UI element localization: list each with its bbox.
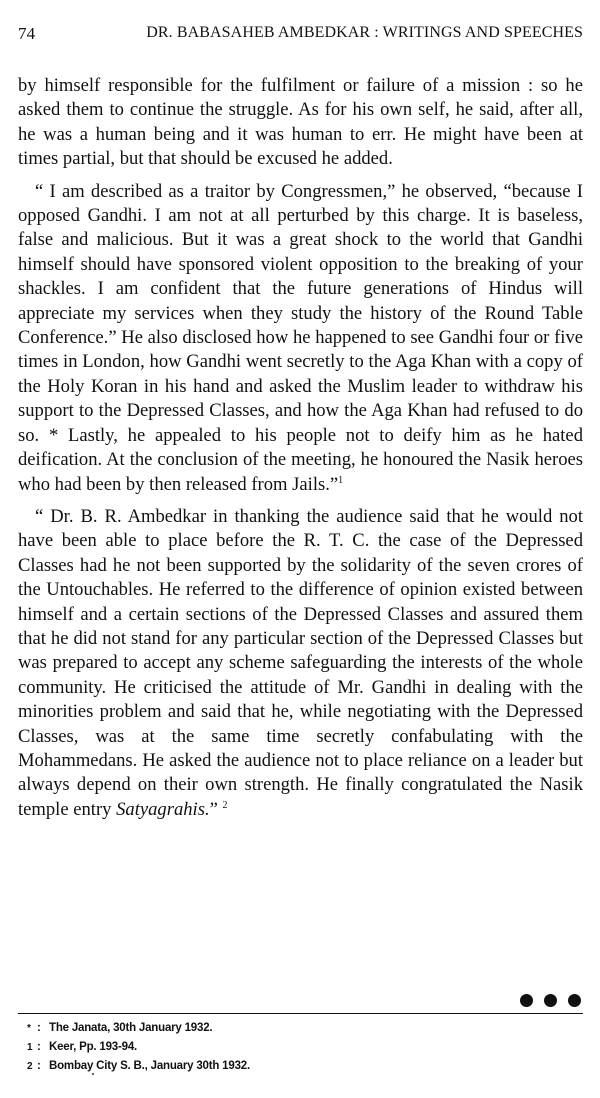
paragraph-2-text: “ I am described as a traitor by Congressmen,” he observed, “because I opposed Gandhi. I am not at all perturbed by this charge. It is baseless, false and malicious. But it was a great shock to the world that Gandhi himself should have sponsored violent opposition to the breaking of your shackles. I am confident that the future generations of Hindus will appreciate my services when they study the history of the Round Table Conference.” He also disclosed how he happened to see Gandhi four or five times in London, how Gandhi went secretly to the Aga Khan with a copy of the Holy Koran in his hand and asked the Muslim leader to withdraw his support to the Depressed Classes, and how the Aga Khan had refused to do so. * Lastly, he appealed to his people not to deify him as he hated deification. At the conclusion of the meeting, he honoured the Nasik heroes who had been by then released from Jails.” bbox=[18, 180, 583, 495]
footnote-rule bbox=[18, 1013, 583, 1014]
paragraph-quote-thanks bbox=[18, 505, 583, 822]
italic-term: Satyagrahis. bbox=[116, 798, 210, 820]
footnote-item bbox=[27, 1057, 547, 1076]
page-number: 74 bbox=[18, 24, 36, 43]
paragraph-quote-traitor bbox=[18, 180, 583, 497]
paragraph-1-text: by himself responsible for the fulfilment or failure of a mission : so he asked them to continue the struggle. As for his own self, he said, after all, he was a human being and it was human to err. He might have been at times partial, but that should be excused he added. bbox=[18, 75, 583, 170]
print-speck bbox=[92, 1073, 94, 1075]
section-end-ornament bbox=[520, 992, 582, 1008]
footnote-text: Bombay City S. B., January 30th 1932. bbox=[49, 1060, 250, 1072]
footnote-separator: : bbox=[37, 1060, 41, 1072]
paragraph-continued bbox=[18, 74, 583, 172]
footnote-separator: : bbox=[37, 1022, 41, 1034]
closing-quote: ” bbox=[209, 798, 218, 820]
footnote-item bbox=[27, 1038, 547, 1057]
footnote-ref-2: 2 bbox=[222, 799, 228, 811]
footnote-item bbox=[27, 1019, 547, 1038]
ornament-dot bbox=[520, 994, 533, 1007]
footnotes bbox=[27, 1019, 547, 1076]
footnote-text: Keer, Pp. 193-94. bbox=[49, 1041, 138, 1053]
running-title: DR. BABASAHEB AMBEDKAR : WRITINGS AND SPEECHES bbox=[146, 24, 583, 41]
ornament-dot bbox=[544, 994, 557, 1007]
ornament-dot bbox=[568, 994, 581, 1007]
footnote-ref-1: 1 bbox=[338, 474, 344, 486]
footnote-text: The Janata, 30th January 1932. bbox=[49, 1022, 213, 1034]
footnote-marker: 1 bbox=[27, 1042, 33, 1053]
footnote-marker: 2 bbox=[27, 1061, 33, 1072]
body-text bbox=[18, 74, 583, 830]
paragraph-3-text: “ Dr. B. R. Ambedkar in thanking the audience said that he would not have been able to place before the R. T. C. the case of the Depressed Classes had he not been supported by the solidarity of the seven crores of the Untouchables. He referred to the difference of opinion existed between himself and a certain sections of the Depressed Classes and assured them that he did not stand for any particular section of the Depressed Classes but was prepared to accept any scheme safeguarding the interests of the whole community. He criticised the attitude of Mr. Gandhi in dealing with the minorities problem and said that he, while negotiating with the Depressed Classes, was at the same time secretly confabulating with the Mohammedans. He asked the audience not to place reliance on a leader but always depend on their own strength. He finally congratulated the Nasik temple entry bbox=[18, 505, 583, 820]
footnote-marker: * bbox=[27, 1023, 31, 1034]
footnote-separator: : bbox=[37, 1041, 41, 1053]
page-header bbox=[18, 24, 583, 48]
